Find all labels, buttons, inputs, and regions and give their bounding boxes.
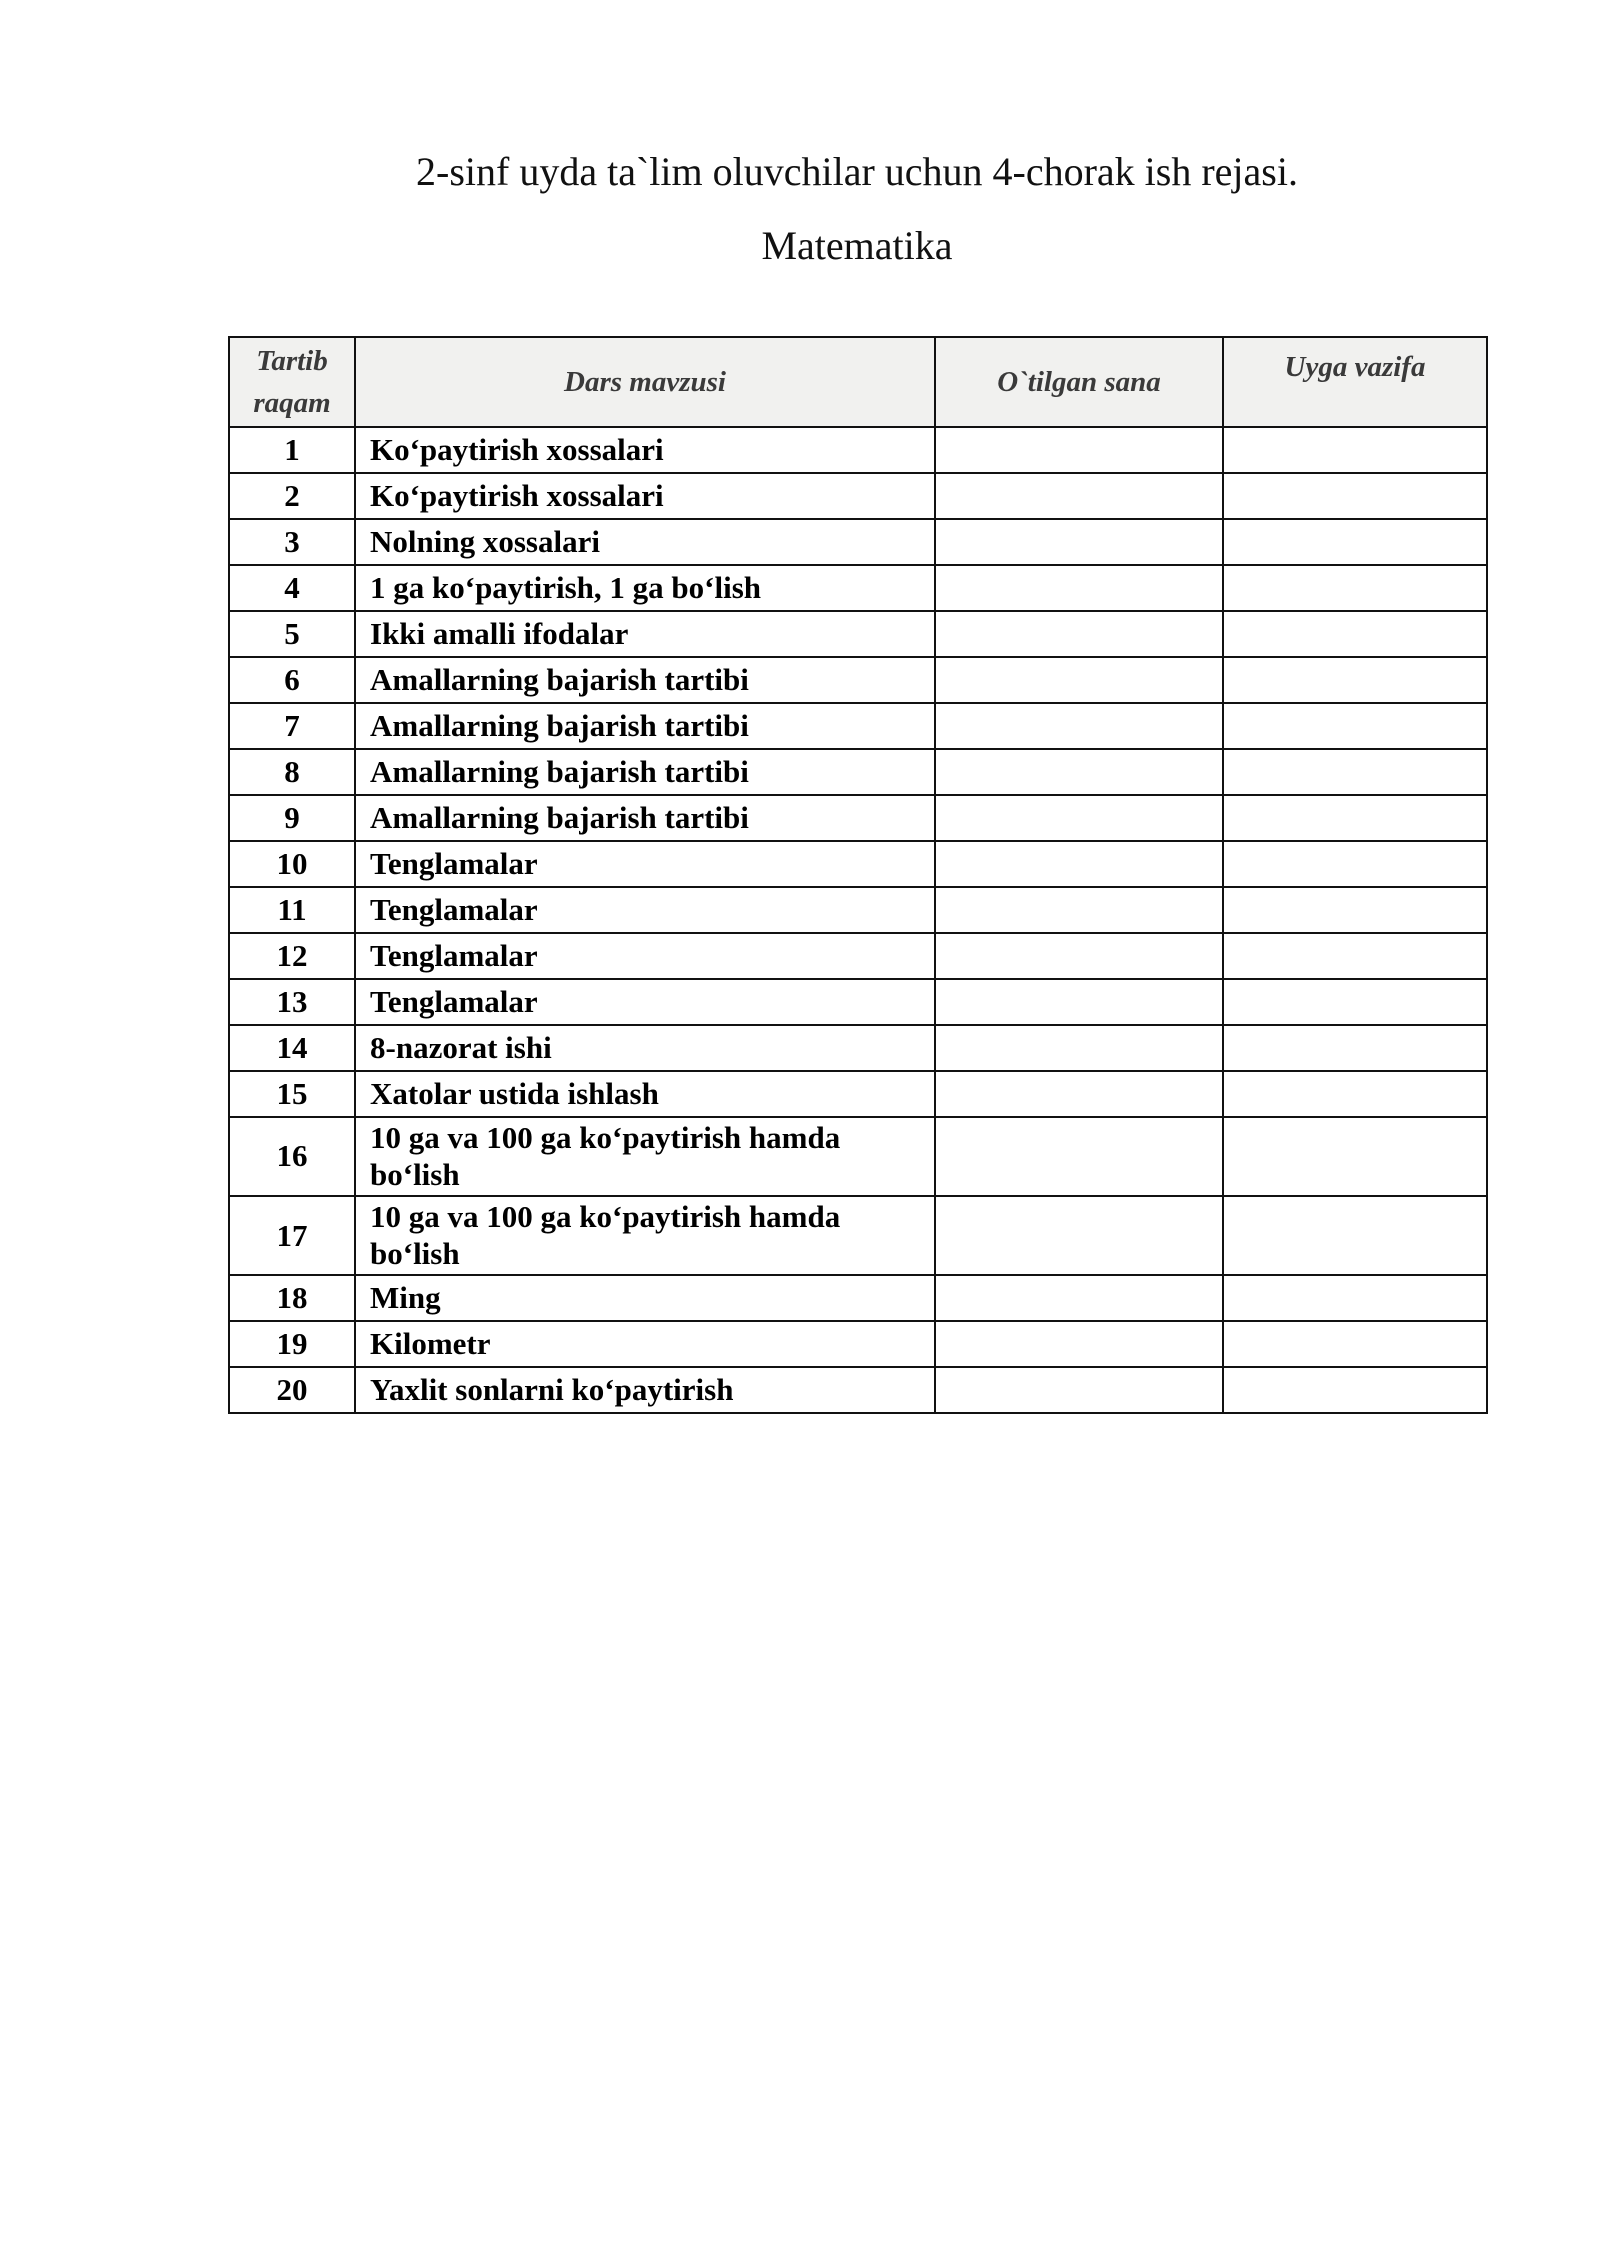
table-row [229,749,1487,795]
homework-cell [1223,1025,1487,1071]
homework-cell [1223,1321,1487,1367]
row-number-cell: 13 [229,979,355,1025]
table-row [229,979,1487,1025]
table-body [229,427,1487,1413]
date-cell [935,1071,1223,1117]
row-number-cell: 6 [229,657,355,703]
homework-cell [1223,703,1487,749]
table-row [229,933,1487,979]
table-row [229,657,1487,703]
homework-cell [1223,1196,1487,1275]
date-cell [935,795,1223,841]
topic-cell: Ko‘paytirish xossalari [355,427,935,473]
homework-cell [1223,887,1487,933]
date-cell [935,565,1223,611]
topic-cell: Xatolar ustida ishlash [355,1071,935,1117]
header-row [229,337,1487,427]
homework-cell [1223,565,1487,611]
homework-cell [1223,979,1487,1025]
topic-cell: Tenglamalar [355,841,935,887]
table-row [229,1321,1487,1367]
date-cell [935,1275,1223,1321]
homework-cell [1223,473,1487,519]
date-cell [935,657,1223,703]
document-subtitle: Matematika [761,223,953,268]
table-row [229,1196,1487,1275]
topic-cell: Amallarning bajarish tartibi [355,703,935,749]
row-number-cell: 20 [229,1367,355,1413]
homework-cell [1223,427,1487,473]
row-number-cell: 9 [229,795,355,841]
topic-cell: Tenglamalar [355,979,935,1025]
topic-cell: Ko‘paytirish xossalari [355,473,935,519]
topic-cell: 10 ga va 100 ga ko‘paytirish hamda bo‘lish [355,1117,935,1196]
table-row [229,1275,1487,1321]
row-number-cell: 15 [229,1071,355,1117]
topic-cell: 8-nazorat ishi [355,1025,935,1071]
topic-cell: Amallarning bajarish tartibi [355,749,935,795]
row-number-cell: 1 [229,427,355,473]
row-number-cell: 8 [229,749,355,795]
table-row [229,427,1487,473]
homework-cell [1223,1117,1487,1196]
table-row [229,611,1487,657]
table-header [229,337,1487,427]
topic-cell: Amallarning bajarish tartibi [355,657,935,703]
topic-cell: Ikki amalli ifodalar [355,611,935,657]
row-number-cell: 4 [229,565,355,611]
column-header-uyga-vazifa: Uyga vazifa [1223,337,1487,427]
row-number-cell: 16 [229,1117,355,1196]
homework-cell [1223,657,1487,703]
document-title: 2-sinf uyda ta`lim oluvchilar uchun 4-chorak ish rejasi. [416,149,1298,194]
date-cell [935,887,1223,933]
table-row [229,1025,1487,1071]
date-cell [935,979,1223,1025]
row-number-cell: 10 [229,841,355,887]
table-row [229,703,1487,749]
topic-cell: 10 ga va 100 ga ko‘paytirish hamda bo‘lish [355,1196,935,1275]
homework-cell [1223,749,1487,795]
column-header-otilgan-sana: O`tilgan sana [935,337,1223,427]
row-number-cell: 11 [229,887,355,933]
date-cell [935,519,1223,565]
date-cell [935,427,1223,473]
table-row [229,1367,1487,1413]
lesson-plan-table [228,336,1488,1414]
date-cell [935,1025,1223,1071]
table-row [229,473,1487,519]
row-number-cell: 18 [229,1275,355,1321]
homework-cell [1223,1275,1487,1321]
row-number-cell: 14 [229,1025,355,1071]
topic-cell: Yaxlit sonlarni ko‘paytirish [355,1367,935,1413]
homework-cell [1223,933,1487,979]
table-row [229,887,1487,933]
topic-cell: Ming [355,1275,935,1321]
topic-cell: Kilometr [355,1321,935,1367]
table-row [229,795,1487,841]
date-cell [935,1321,1223,1367]
column-header-tartib-raqam: Tartib raqam [229,337,355,427]
date-cell [935,933,1223,979]
homework-cell [1223,841,1487,887]
homework-cell [1223,1071,1487,1117]
date-cell [935,1367,1223,1413]
row-number-cell: 17 [229,1196,355,1275]
topic-cell: 1 ga ko‘paytirish, 1 ga bo‘lish [355,565,935,611]
table-row [229,519,1487,565]
row-number-cell: 12 [229,933,355,979]
table-row [229,1117,1487,1196]
date-cell [935,1117,1223,1196]
row-number-cell: 7 [229,703,355,749]
date-cell [935,473,1223,519]
topic-cell: Amallarning bajarish tartibi [355,795,935,841]
homework-cell [1223,611,1487,657]
date-cell [935,611,1223,657]
row-number-cell: 2 [229,473,355,519]
table-row [229,1071,1487,1117]
topic-cell: Tenglamalar [355,933,935,979]
topic-cell: Tenglamalar [355,887,935,933]
row-number-cell: 3 [229,519,355,565]
column-header-dars-mavzusi: Dars mavzusi [355,337,935,427]
homework-cell [1223,795,1487,841]
homework-cell [1223,1367,1487,1413]
date-cell [935,841,1223,887]
date-cell [935,749,1223,795]
date-cell [935,1196,1223,1275]
row-number-cell: 5 [229,611,355,657]
homework-cell [1223,519,1487,565]
topic-cell: Nolning xossalari [355,519,935,565]
row-number-cell: 19 [229,1321,355,1367]
table-row [229,565,1487,611]
table-row [229,841,1487,887]
date-cell [935,703,1223,749]
